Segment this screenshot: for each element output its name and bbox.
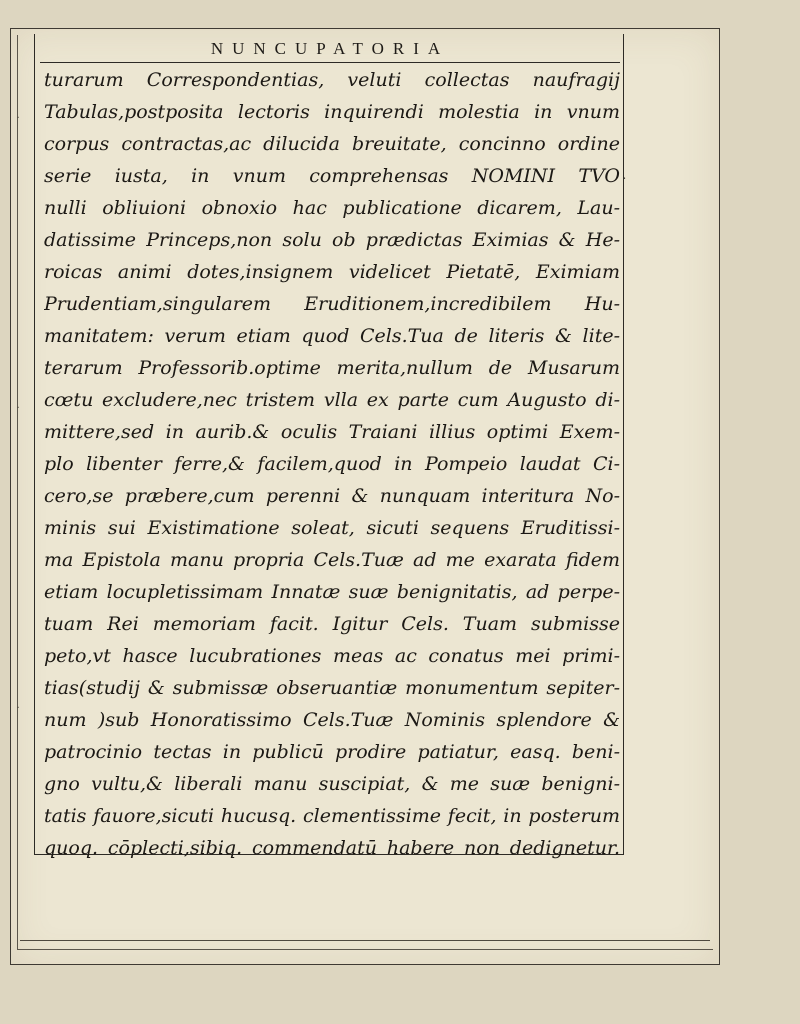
text-line: quoq. cōplecti,sibiq. commendatū habere non dedignetur. [44,837,620,859]
text-line: num )sub Honoratissimo Cels.Tuæ Nominis splendore & [44,709,620,731]
text-line: datissime Princeps,non solu ob prædictas Eximias & He- [44,229,620,251]
text-line: gno vultu,& liberali manu suscipiat, & me suæ benigni- [44,773,620,795]
text-line: turarum Correspondentias, veluti collectas naufragij [44,69,620,91]
text-line: plo libenter ferre,& facilem,quod in Pompeio laudat Ci- [44,453,620,475]
text-line: Tabulas,postposita lectoris inquirendi molestia in vnum [44,101,620,123]
text-line: ma Epistola manu propria Cels.Tuæ ad me exarata fidem [44,549,620,571]
bottom-rule [20,940,710,941]
text-line: tias(studij & submissæ obseruantiæ monumentum sepiter- [44,677,620,699]
text-line: mittere,sed in aurib.& oculis Traiani illius optimi Exem- [44,421,620,443]
text-line: tuam Rei memoriam facit. Igitur Cels. Tuam submisse [44,613,620,635]
margin-mark-right: · [622,172,627,187]
margin-mark-left: · [16,700,20,714]
text-line: peto,vt hasce lucubrationes meas ac conatus mei primi- [44,645,620,667]
text-line: minis sui Existimatione soleat, sicuti sequens Eruditissi- [44,517,620,539]
text-line: patrocinio tectas in publicū prodire patiatur, easq. beni- [44,741,620,763]
text-line: manitatem: verum etiam quod Cels.Tua de literis & lite- [44,325,620,347]
text-line: serie iusta, in vnum comprehensas NOMINI TVO [44,165,620,187]
text-line: cero,se præbere,cum perenni & nunquam interitura No- [44,485,620,507]
text-line: roicas animi dotes,insignem videlicet Pietatē, Eximiam [44,261,620,283]
margin-mark-left: · [16,110,20,124]
text-line: Prudentiam,singularem Eruditionem,incredibilem Hu- [44,293,620,315]
text-line: tatis fauore,sicuti hucusq. clementissime fecit, in posterum [44,805,620,827]
text-line: terarum Professorib.optime merita,nullum de Musarum [44,357,620,379]
text-line: etiam locupletissimam Innatæ suæ benignitatis, ad perpe- [44,581,620,603]
text-line: corpus contractas,ac dilucida breuitate, concinno ordine [44,133,620,155]
text-line: nulli obliuioni obnoxio hac publicatione dicarem, Lau- [44,197,620,219]
text-line: cœtu excludere,nec tristem vlla ex parte cum Augusto di- [44,389,620,411]
body-text [44,64,620,864]
margin-mark-left: · [16,400,20,414]
running-head: NUNCUPATORIA [40,36,620,63]
